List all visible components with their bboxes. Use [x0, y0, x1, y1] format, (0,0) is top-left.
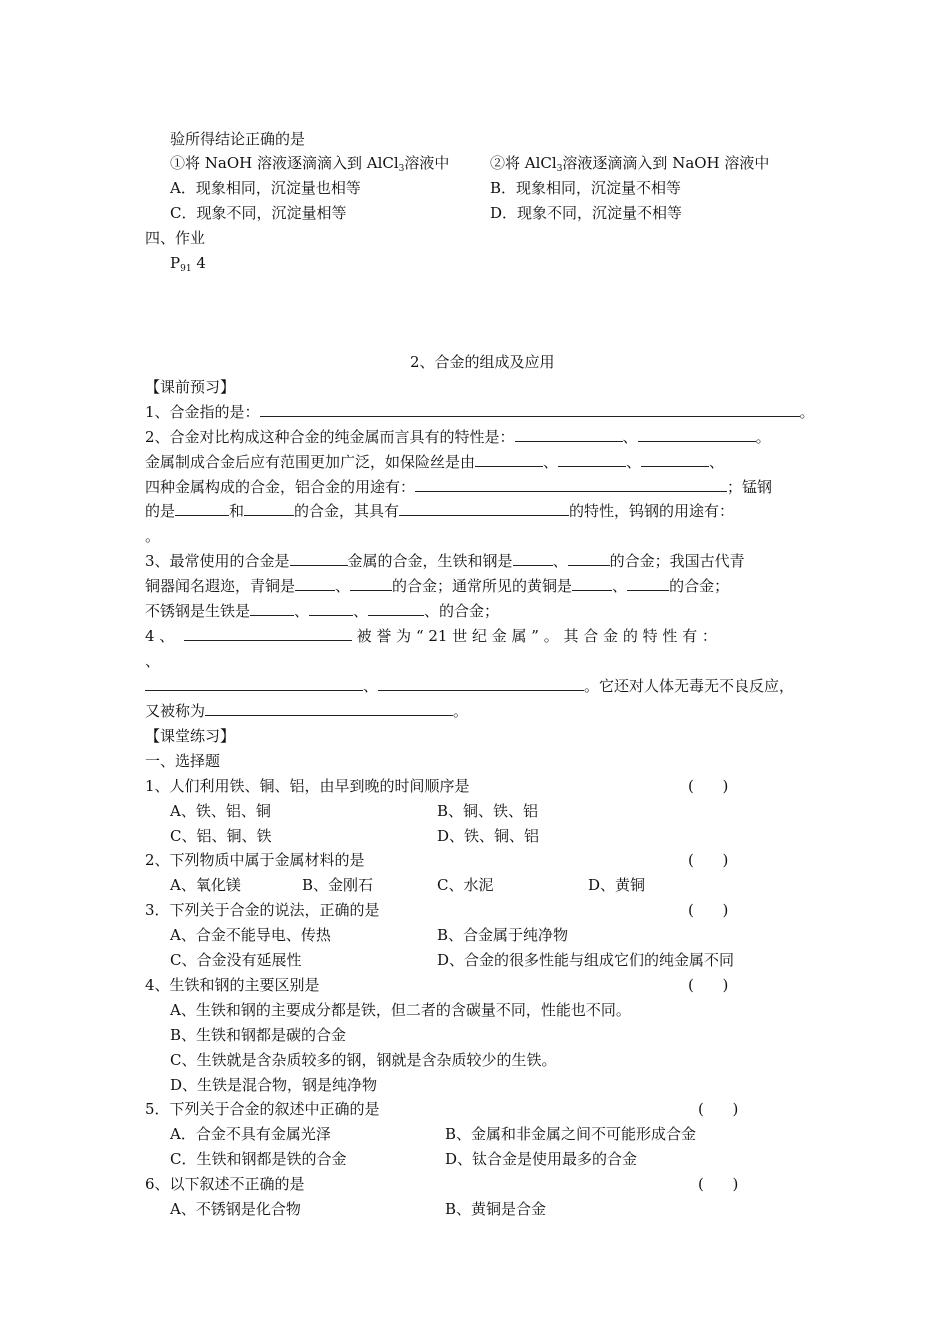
- answer-paren: ( ): [688, 851, 729, 869]
- mc-q2-option-c: C、水泥: [437, 876, 494, 894]
- q3b-line: 铜器闻名遐迩，青铜是 、 的合金；通常所见的黄铜是 、 的合金；: [145, 577, 730, 595]
- q2b-line: 金属制成合金后应有范围更加广泛，如保险丝是由 、 、 、: [145, 453, 725, 471]
- question-stem-tail: 验所得结论正确的是: [170, 130, 306, 148]
- mc-q5-option-c: C．生铁和钢都是铁的合金: [170, 1150, 347, 1168]
- q2d-line: 的是 和 的合金，其具有 的特性，钨钢的用途有：: [145, 502, 735, 520]
- mc-q4-option-d: D、生铁是混合物，钢是纯净物: [170, 1076, 378, 1094]
- q2-line: 2、合金对比构成这种合金的纯金属而言具有的特性是： 、 。: [145, 428, 771, 446]
- answer-paren: ( ): [698, 1100, 739, 1118]
- mc-q4-stem: 4、生铁和钢的主要区别是: [145, 976, 320, 994]
- homework-ref: $P_{91}$ 4: [170, 254, 206, 274]
- mc-q4-option-c: C、生铁就是含杂质较多的钢，钢就是含杂质较少的生铁。: [170, 1051, 557, 1069]
- mc-q5-stem: 5．下列关于合金的叙述中正确的是: [145, 1100, 380, 1118]
- mc-q6-option-b: B、黄铜是合金: [445, 1200, 547, 1218]
- operation-2: ②将 AlCl$_3$溶液逐滴滴入到 NaOH 溶液中: [490, 154, 770, 174]
- mc-q2-option-b: B、金刚石: [302, 876, 374, 894]
- mc-q2-option-d: D、黄铜: [588, 876, 646, 894]
- choice-heading: 一、选择题: [145, 752, 221, 770]
- answer-paren: ( ): [688, 901, 729, 919]
- mc-q1-option-b: B、铜、铁、铝: [437, 802, 539, 820]
- mc-q5-option-a: A．合金不具有金属光泽: [170, 1125, 331, 1143]
- mc-q3-option-a: A、合金不能导电、传热: [170, 926, 331, 944]
- preview-heading: 【课前预习】: [145, 378, 236, 396]
- mc-q2-option-a: A、氧化镁: [170, 876, 241, 894]
- answer-paren: ( ): [698, 1175, 739, 1193]
- q4b-line: 、: [145, 652, 161, 670]
- mc-q3-option-b: B、合金属于纯净物: [437, 926, 569, 944]
- mc-q1-stem: 1、人们利用铁、铜、铝，由早到晚的时间顺序是: [145, 777, 470, 795]
- q4d-line: 又被称为 。: [145, 702, 469, 720]
- mc-q3-option-c: C、合金没有延展性: [170, 951, 302, 969]
- q2e-line: 。: [145, 527, 161, 545]
- mc-q5-option-d: D、钛合金是使用最多的合金: [445, 1150, 638, 1168]
- homework-heading: 四、作业: [145, 229, 206, 247]
- mc-q4-option-b: B、生铁和钢都是碳的合金: [170, 1026, 347, 1044]
- q4-line: 4 、 被 誉 为 “ 21 世 纪 金 属 ” 。 其 合 金 的 特 性 有 ：: [145, 627, 717, 645]
- mc-q2-stem: 2、下列物质中属于金属材料的是: [145, 851, 365, 869]
- option-d: D．现象不同，沉淀量不相等: [490, 204, 683, 222]
- q2c-line: 四种金属构成的合金，铝合金的用途有： ；锰钢: [145, 478, 773, 496]
- q3a-line: 3、最常使用的合金是 金属的合金，生铁和钢是 、 的合金；我国古代青: [145, 552, 745, 570]
- q4c-line: 、 。它还对人体无毒无不良反应，: [145, 676, 794, 696]
- q1-line: 1、合金指的是： 。: [145, 403, 815, 421]
- mc-q3-stem: 3．下列关于合金的说法，正确的是: [145, 901, 380, 919]
- mc-q1-option-d: D、铁、铜、铝: [437, 827, 540, 845]
- section-title: 2、合金的组成及应用: [410, 353, 555, 371]
- answer-paren: ( ): [688, 976, 729, 994]
- mc-q4-option-a: A、生铁和钢的主要成分都是铁，但二者的含碳量不同，性能也不同。: [170, 1001, 631, 1019]
- practice-heading: 【课堂练习】: [145, 727, 236, 745]
- operation-1: ①将 NaOH 溶液逐滴滴入到 AlCl$_3$溶液中: [170, 154, 450, 174]
- option-c: C．现象不同，沉淀量相等: [170, 204, 347, 222]
- option-a: A．现象相同，沉淀量也相等: [170, 179, 361, 197]
- option-b: B．现象相同，沉淀量不相等: [490, 179, 682, 197]
- mc-q5-option-b: B、金属和非金属之间不可能形成合金: [445, 1125, 697, 1143]
- mc-q1-option-c: C、铝、铜、铁: [170, 827, 272, 845]
- mc-q6-stem: 6、以下叙述不正确的是: [145, 1175, 305, 1193]
- mc-q3-option-d: D、合金的很多性能与组成它们的纯金属不同: [437, 951, 735, 969]
- q3c-line: 不锈钢是生铁是 、 、 、的合金；: [145, 602, 500, 620]
- mc-q6-option-a: A、不锈钢是化合物: [170, 1200, 301, 1218]
- answer-paren: ( ): [688, 777, 729, 795]
- mc-q1-option-a: A、铁、铝、铜: [170, 802, 271, 820]
